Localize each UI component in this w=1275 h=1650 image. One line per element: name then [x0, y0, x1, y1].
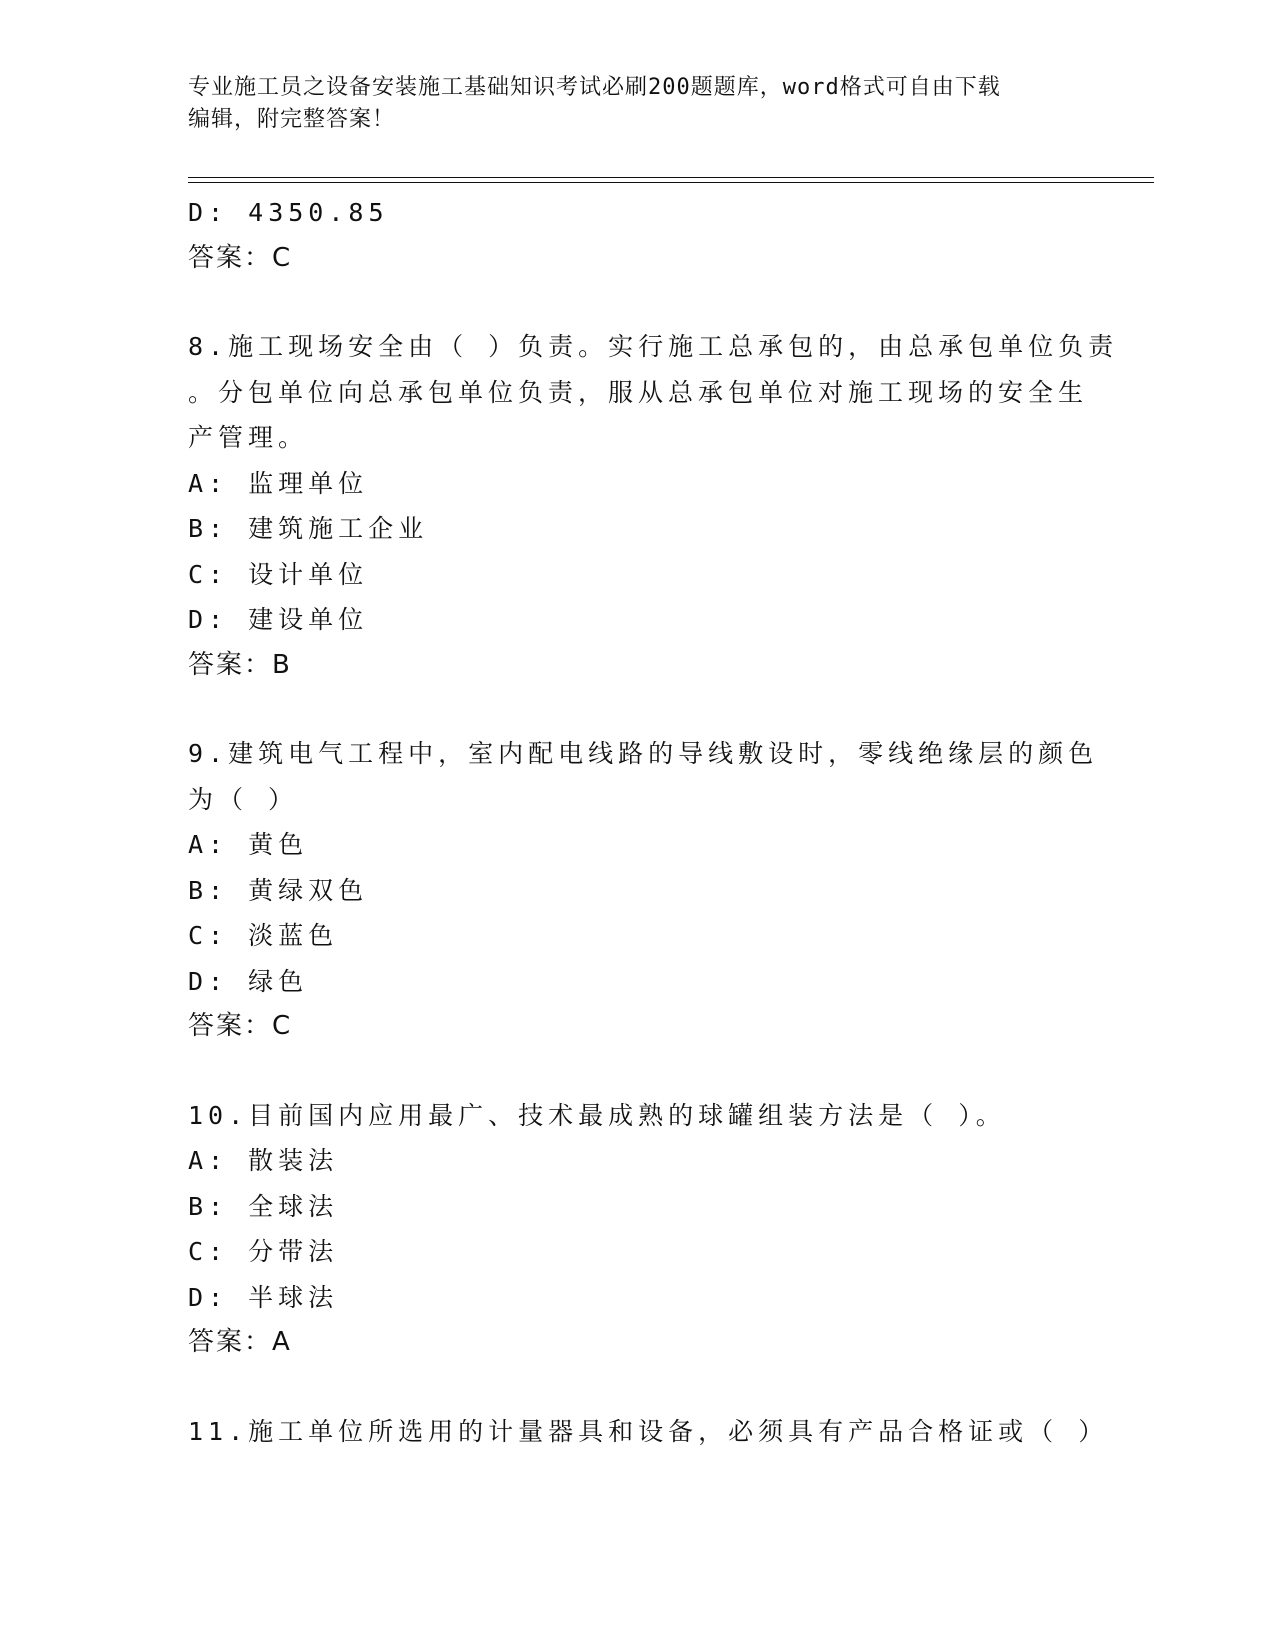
question-8 — [188, 324, 1119, 688]
question-8-option-a: A: 监理单位 — [188, 468, 369, 498]
question-9-stem-line-2: 为（ ） — [188, 784, 299, 814]
question-7-tail — [188, 190, 1088, 281]
question-list — [188, 190, 1119, 1454]
question-9 — [188, 731, 1099, 1050]
question-9-stem-line-1: 9.建筑电气工程中，室内配电线路的导线敷设时，零线绝缘层的颜色 — [188, 739, 1099, 768]
header-title-line-2: 编辑，附完整答案！ — [188, 107, 396, 132]
question-10-option-b: B: 全球法 — [188, 1191, 339, 1221]
spacer — [188, 688, 1088, 731]
question-9-option-d: D: 绿色 — [188, 966, 309, 996]
question-11 — [188, 1409, 1109, 1455]
question-10 — [188, 1093, 1088, 1366]
question-10-stem-line-1: 10.目前国内应用最广、技术最成熟的球罐组装方法是（ ）。 — [188, 1100, 1006, 1130]
question-8-option-c: C: 设计单位 — [188, 559, 369, 589]
spacer — [188, 1050, 1088, 1093]
header-title-line-1: 专业施工员之设备安装施工基础知识考试必刷200题题库，word格式可自由下载 — [188, 75, 1001, 100]
header-divider-bottom — [188, 182, 1154, 183]
question-9-answer: 答案：C — [188, 1011, 293, 1041]
question-7-option-d: D: 4350.85 — [188, 198, 389, 227]
question-10-option-c: C: 分带法 — [188, 1237, 339, 1266]
question-9-option-b: B: 黄绿双色 — [188, 875, 369, 905]
question-11-stem-line-1: 11.施工单位所选用的计量器具和设备，必须具有产品合格证或（ ） — [188, 1416, 1109, 1446]
spacer — [188, 281, 1088, 324]
question-8-stem-line-2: 。分包单位向总承包单位负责，服从总承包单位对施工现场的安全生 — [188, 377, 1089, 407]
question-10-option-d: D: 半球法 — [188, 1282, 339, 1312]
question-7-answer: 答案：C — [188, 242, 293, 273]
document-header — [188, 72, 1088, 136]
question-10-option-a: A: 散装法 — [188, 1146, 339, 1175]
header-divider-top — [188, 177, 1154, 178]
question-10-answer: 答案：A — [188, 1327, 292, 1357]
question-8-answer: 答案：B — [188, 649, 292, 680]
question-8-stem-line-3: 产管理。 — [188, 423, 309, 452]
question-8-option-d: D: 建设单位 — [188, 605, 369, 634]
spacer — [188, 1366, 1088, 1409]
question-8-stem-line-1: 8.施工现场安全由（ ）负责。实行施工总承包的，由总承包单位负责 — [188, 332, 1119, 361]
question-8-option-b: B: 建筑施工企业 — [188, 514, 429, 543]
question-9-option-a: A: 黄色 — [188, 830, 309, 859]
question-9-option-c: C: 淡蓝色 — [188, 921, 339, 950]
